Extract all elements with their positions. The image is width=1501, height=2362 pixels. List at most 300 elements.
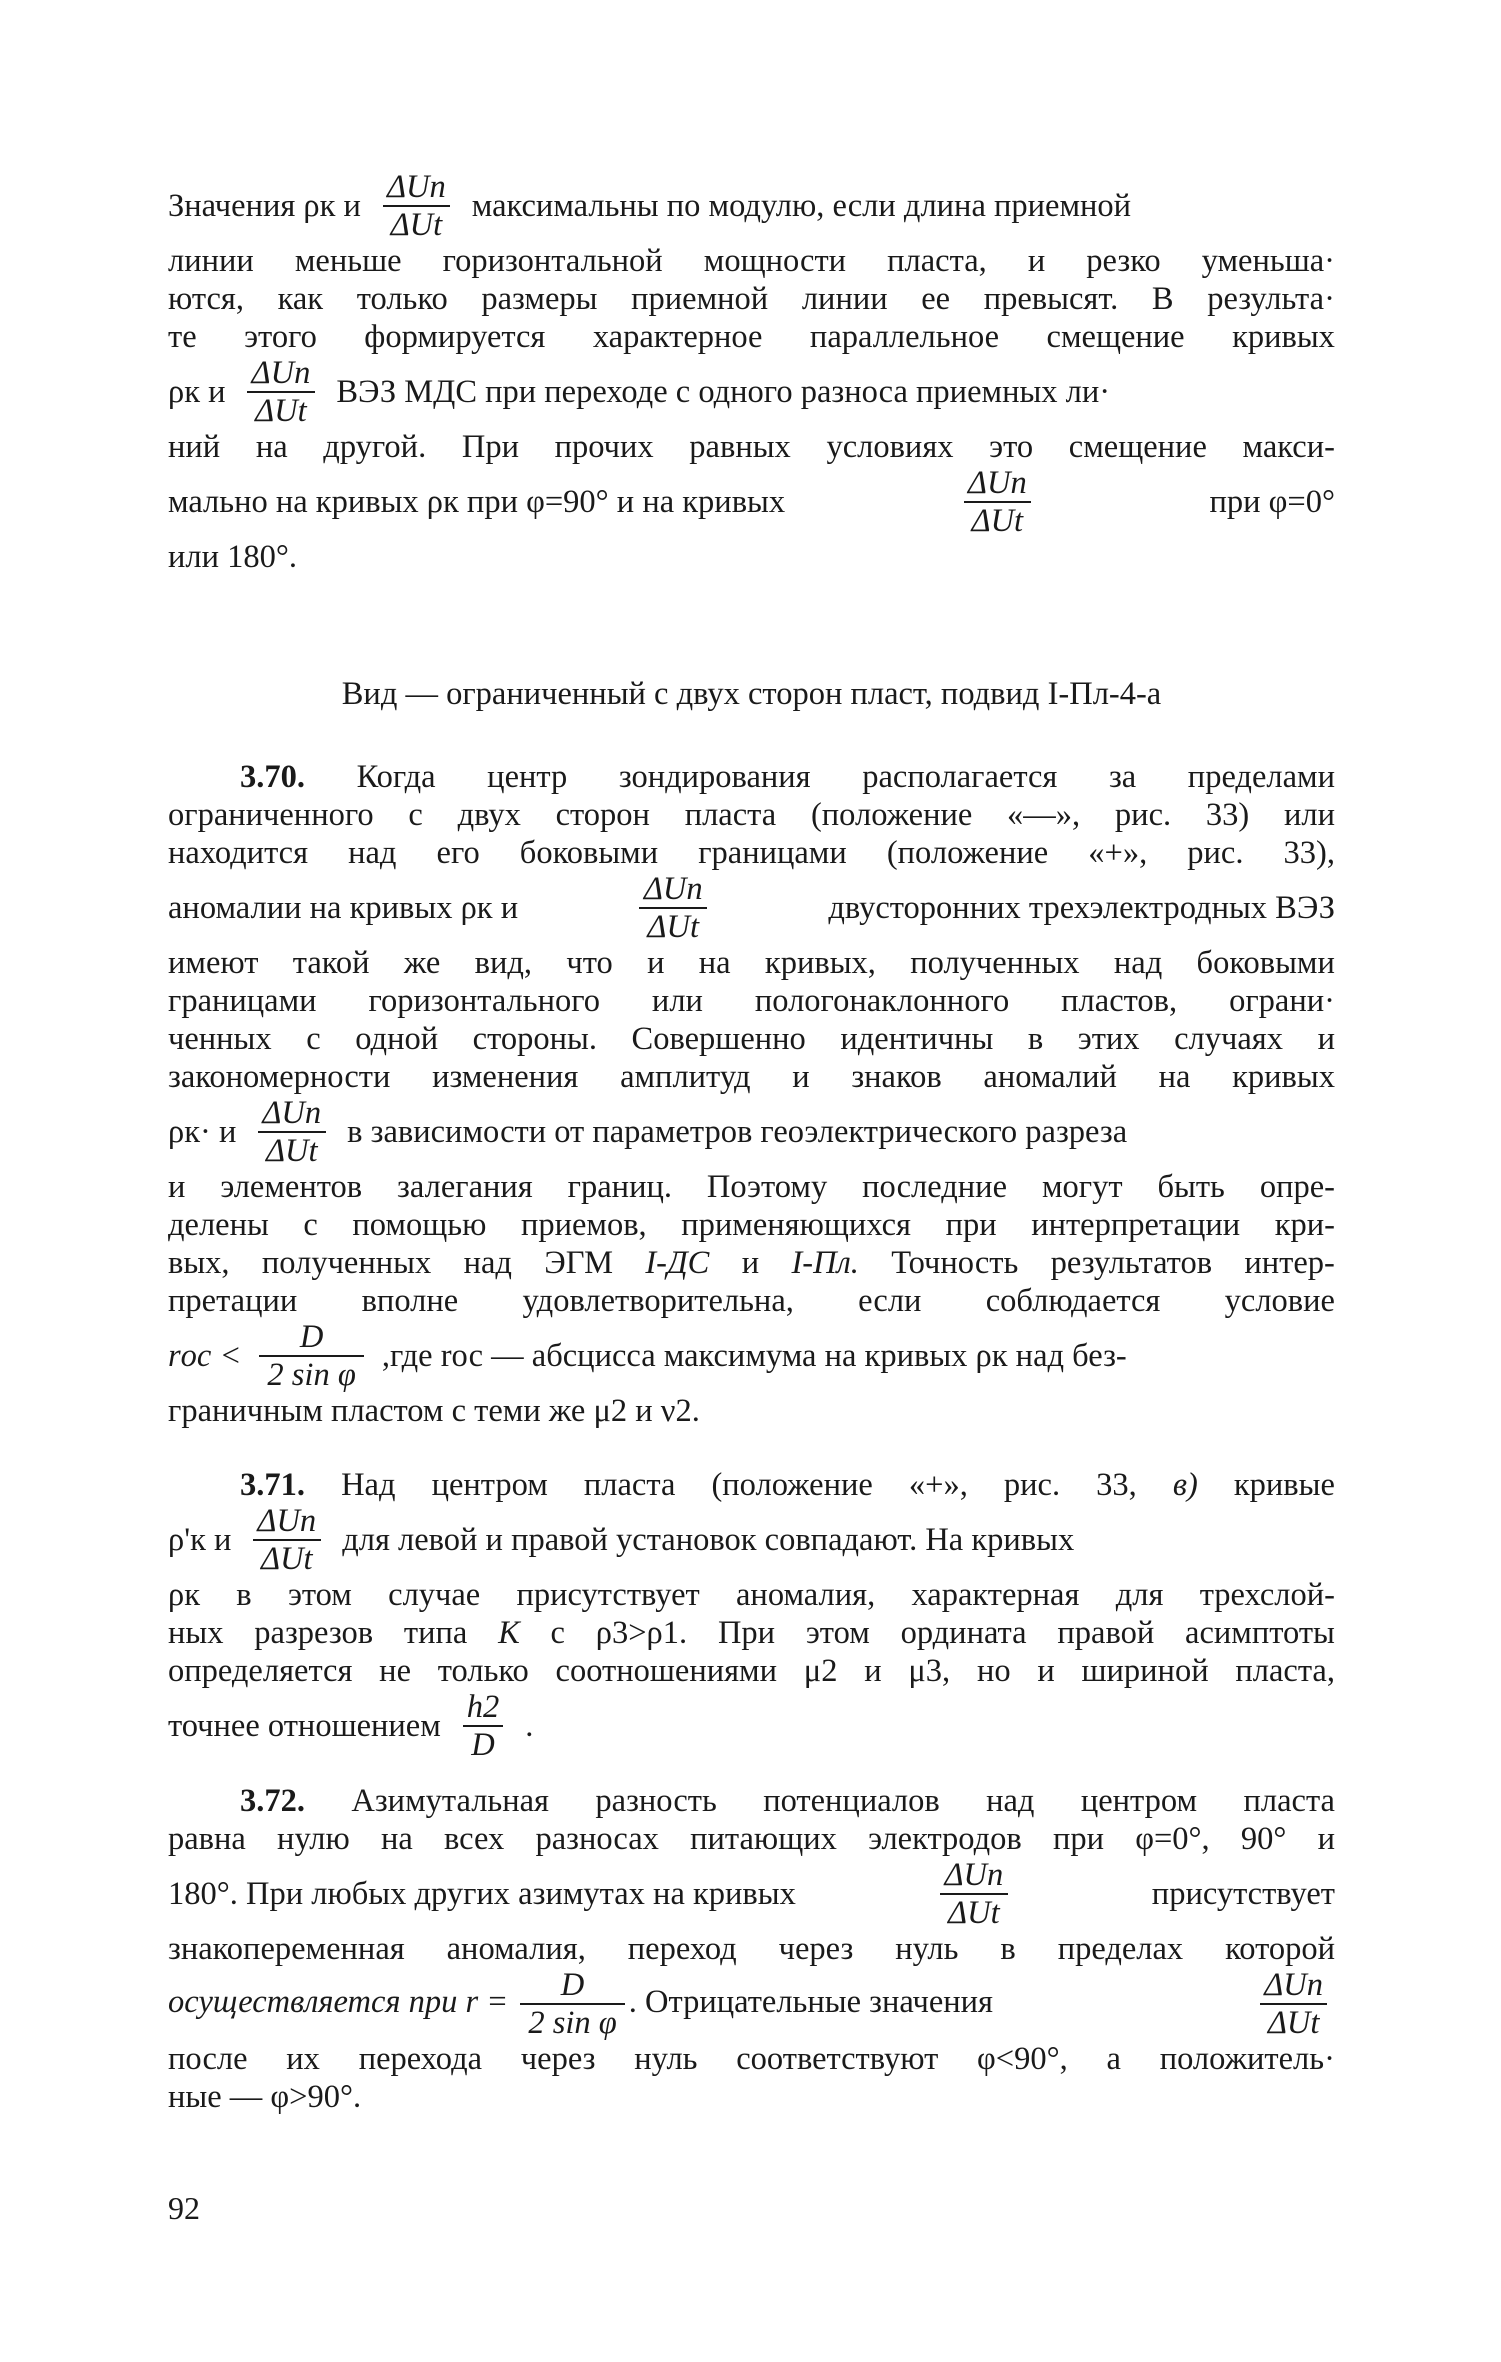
text-fragment: Значения ρк и xyxy=(168,187,361,224)
text-fragment: находится xyxy=(168,834,309,871)
text-fragment: 33) xyxy=(1205,796,1250,833)
text-fragment: 33, xyxy=(1096,1466,1137,1503)
text-fragment: границами xyxy=(168,982,317,1019)
text-fragment: и xyxy=(1317,1820,1335,1857)
text-fragment: применяющихся xyxy=(681,1206,912,1243)
text-fragment: пласта xyxy=(1243,1782,1335,1819)
text-line xyxy=(168,1858,1335,1930)
text-fragment: мощности xyxy=(703,242,847,279)
text-fragment: макси- xyxy=(1242,428,1335,465)
text-line xyxy=(168,1576,1335,1614)
text-fragment: помощью xyxy=(352,1206,487,1243)
text-fragment: сторон xyxy=(555,796,650,833)
text-fragment: амплитуд xyxy=(620,1058,751,1095)
text-fragment: при xyxy=(945,1206,997,1243)
text-fragment: после xyxy=(168,2040,248,2077)
text-fragment: и xyxy=(1317,1020,1335,1057)
text-fragment: могут xyxy=(1041,1168,1123,1205)
text-line xyxy=(168,1244,1335,1282)
text-fragment: граничным пластом с теми же μ2 и ν2. xyxy=(168,1392,700,1429)
text-fragment: кривых xyxy=(1232,318,1335,355)
text-fragment: ΔUn xyxy=(1264,1966,1323,2003)
text-fragment: Над xyxy=(341,1466,396,1503)
text-line xyxy=(168,1320,1335,1392)
text-fragment: удовлетворительна, xyxy=(522,1282,794,1319)
fraction-dun-dut xyxy=(1256,1966,1331,2041)
text-fragment: 2 sin φ xyxy=(520,2003,624,2040)
text-fragment: Точность xyxy=(891,1244,1019,1281)
text-fragment: типа xyxy=(403,1614,468,1651)
text-fragment: разносах xyxy=(535,1820,659,1857)
text-fragment: этом xyxy=(287,1576,352,1613)
text-fragment: интер- xyxy=(1244,1244,1335,1281)
text-fragment: на xyxy=(698,944,731,981)
text-fragment: мально на кривых ρк при φ=90° и на кривых xyxy=(168,483,786,520)
text-fragment: при xyxy=(1052,1820,1104,1857)
text-fragment: ΔUt xyxy=(383,205,451,242)
text-fragment: I-ДС xyxy=(645,1244,710,1281)
fraction-dun-dut xyxy=(379,168,454,243)
text-fragment: в xyxy=(1000,1930,1016,1967)
text-fragment: те xyxy=(168,318,197,355)
text-fragment: делены xyxy=(168,1206,269,1243)
text-fragment: стороны. xyxy=(472,1020,597,1057)
text-fragment: боковыми xyxy=(1196,944,1335,981)
text-fragment: это xyxy=(989,428,1034,465)
text-fragment: границ. xyxy=(567,1168,672,1205)
text-fragment: резко xyxy=(1086,242,1161,279)
text-line xyxy=(168,1504,1335,1576)
text-fragment: I-Пл. xyxy=(791,1244,859,1281)
text-fragment: кривых, xyxy=(764,944,876,981)
text-fragment: ΔUn xyxy=(967,464,1027,501)
text-fragment: При xyxy=(717,1614,776,1651)
text-fragment: ΔUt xyxy=(940,1893,1008,1930)
text-fragment: ΔUn xyxy=(262,1094,322,1131)
text-fragment: смещение xyxy=(1046,318,1185,355)
text-fragment: ΔUn xyxy=(643,870,703,907)
text-fragment: равных xyxy=(689,428,791,465)
text-fragment: и xyxy=(647,944,665,981)
text-fragment: «+», xyxy=(1088,834,1148,871)
text-fragment: над xyxy=(463,1244,512,1281)
text-fragment: линии xyxy=(168,242,254,279)
text-fragment: . xyxy=(525,1707,534,1744)
text-fragment: центром xyxy=(1080,1782,1198,1819)
text-fragment: (положение xyxy=(810,796,973,833)
text-fragment: разность xyxy=(595,1782,717,1819)
text-fragment: меньше xyxy=(294,242,402,279)
text-line xyxy=(168,758,1335,796)
text-fragment: правой xyxy=(1057,1614,1155,1651)
text-fragment: разрезов xyxy=(254,1614,374,1651)
text-fragment: или xyxy=(651,982,703,1019)
text-fragment: Совершенно xyxy=(631,1020,806,1057)
text-fragment: при φ=0° xyxy=(1209,483,1335,520)
text-fragment: φ<90°, xyxy=(977,2040,1068,2077)
text-fragment: другой. xyxy=(323,428,427,465)
text-fragment: потенциалов xyxy=(763,1782,940,1819)
text-line xyxy=(168,1782,1335,1820)
text-fragment: пласта, xyxy=(887,242,987,279)
text-fragment: h2 xyxy=(466,1688,500,1725)
text-fragment: и xyxy=(1037,1652,1055,1689)
text-line xyxy=(168,1652,1335,1690)
text-line xyxy=(168,356,1335,428)
section-3-70 xyxy=(168,758,1335,1430)
text-fragment: аномалия, xyxy=(446,1930,586,1967)
text-line xyxy=(168,242,1335,280)
text-fragment: D xyxy=(560,1966,585,2003)
text-fragment: в) xyxy=(1172,1466,1198,1503)
text-fragment: результа· xyxy=(1207,280,1335,317)
text-fragment: горизонтального xyxy=(368,982,600,1019)
text-fragment: располагается xyxy=(862,758,1058,795)
text-line xyxy=(168,428,1335,466)
text-fragment: пласта xyxy=(583,1466,676,1503)
text-fragment: полученных xyxy=(261,1244,432,1281)
text-fragment: ных xyxy=(168,1614,224,1651)
text-fragment: границами xyxy=(698,834,847,871)
text-fragment: пластов, xyxy=(1061,982,1178,1019)
text-fragment: над xyxy=(1113,944,1163,981)
section-number: 3.70. xyxy=(240,758,305,795)
text-fragment: ΔUn xyxy=(944,1856,1004,1893)
text-fragment: над xyxy=(348,834,397,871)
text-line xyxy=(168,982,1335,1020)
fraction-dun-dut xyxy=(960,464,1035,539)
text-fragment: ограни· xyxy=(1229,982,1335,1019)
text-fragment: и xyxy=(741,1244,760,1281)
text-fragment: этом xyxy=(805,1614,870,1651)
text-fragment: с xyxy=(303,1206,318,1243)
text-fragment: на xyxy=(1158,1058,1191,1095)
text-line xyxy=(168,538,1335,576)
text-fragment: превысят. xyxy=(983,280,1119,317)
text-fragment: ее xyxy=(921,280,951,317)
text-fragment: характерная xyxy=(911,1576,1080,1613)
text-fragment: его xyxy=(436,834,480,871)
text-line xyxy=(168,1820,1335,1858)
fraction-dun-dut xyxy=(249,1502,324,1577)
text-fragment: в xyxy=(236,1576,252,1613)
text-line xyxy=(168,280,1335,318)
text-fragment: 180°. При любых других азимутах на кривых xyxy=(168,1875,796,1912)
text-fragment: рис. xyxy=(1187,834,1244,871)
section-number: 3.71. xyxy=(240,1466,305,1503)
text-fragment: ограниченного xyxy=(168,796,374,833)
text-fragment: или xyxy=(1283,796,1335,833)
fraction-dun-dut xyxy=(636,870,711,945)
text-fragment: ,где rос — абсцисса максимума на кривых ρк над без- xyxy=(381,1337,1127,1374)
text-fragment: на xyxy=(380,1820,413,1857)
text-fragment: нулю xyxy=(277,1820,350,1857)
text-fragment: вых, xyxy=(168,1244,230,1281)
text-line xyxy=(168,1168,1335,1206)
text-fragment: условие xyxy=(1224,1282,1335,1319)
text-fragment: ΔUt xyxy=(964,501,1032,538)
text-fragment: одной xyxy=(355,1020,439,1057)
text-fragment: пласта, xyxy=(1235,1652,1335,1689)
text-fragment: приемной xyxy=(631,280,769,317)
text-fragment: параллельное xyxy=(809,318,1000,355)
text-fragment: над xyxy=(986,1782,1035,1819)
text-fragment: и xyxy=(864,1652,882,1689)
text-fragment: ρк xyxy=(168,1576,201,1613)
text-fragment: соблюдается xyxy=(985,1282,1161,1319)
text-fragment: rос < xyxy=(168,1337,242,1374)
text-fragment: ΔUt xyxy=(1260,2003,1328,2040)
text-fragment: смещение xyxy=(1068,428,1207,465)
text-fragment: определяется xyxy=(168,1652,353,1689)
text-fragment: если xyxy=(858,1282,922,1319)
text-fragment: ные — φ>90°. xyxy=(168,2078,362,2115)
text-line xyxy=(168,1930,1335,1968)
text-fragment: условиях xyxy=(826,428,954,465)
fraction-dun-dut xyxy=(244,354,319,429)
page-number: 92 xyxy=(168,2190,200,2226)
text-fragment: размеры xyxy=(481,280,598,317)
text-fragment: μ2 xyxy=(803,1652,838,1689)
text-fragment: μ3, xyxy=(908,1652,951,1689)
paragraph-intro xyxy=(168,170,1335,576)
text-fragment: шириной xyxy=(1081,1652,1209,1689)
text-fragment: соответствуют xyxy=(736,2040,939,2077)
text-fragment: и xyxy=(1027,242,1046,279)
text-line xyxy=(168,1058,1335,1096)
text-fragment: 2 sin φ xyxy=(259,1355,363,1392)
text-line xyxy=(168,2040,1335,2078)
text-fragment: ρк и xyxy=(168,373,226,410)
text-fragment: результатов xyxy=(1050,1244,1213,1281)
text-fragment: кривых xyxy=(1232,1058,1335,1095)
section-3-71 xyxy=(168,1466,1335,1762)
text-fragment: точнее отношением xyxy=(168,1707,441,1744)
text-fragment: случае xyxy=(388,1576,481,1613)
text-fragment: только xyxy=(437,1652,529,1689)
text-fragment: равна xyxy=(168,1820,246,1857)
text-fragment: кри- xyxy=(1274,1206,1335,1243)
text-fragment: К xyxy=(498,1614,520,1651)
text-fragment: ются, xyxy=(168,280,244,317)
text-fragment: аномалий xyxy=(983,1058,1117,1095)
text-fragment: трехслой- xyxy=(1199,1576,1335,1613)
text-fragment: полученных xyxy=(910,944,1080,981)
text-fragment: через xyxy=(778,1930,854,1967)
text-fragment: в xyxy=(1027,1020,1044,1057)
text-fragment: ΔUt xyxy=(258,1131,326,1168)
text-fragment: в зависимости от параметров геоэлектрического разреза xyxy=(347,1113,1128,1150)
text-fragment: (положение xyxy=(711,1466,873,1503)
text-fragment: всех xyxy=(444,1820,505,1857)
text-fragment: пласта xyxy=(684,796,777,833)
text-fragment: ΔUn xyxy=(386,168,446,205)
text-fragment: с xyxy=(306,1020,321,1057)
text-fragment: зондирования xyxy=(618,758,811,795)
text-line xyxy=(168,944,1335,982)
text-fragment: пределах xyxy=(1057,1930,1184,1967)
text-fragment: 33), xyxy=(1283,834,1335,871)
text-fragment: ченных xyxy=(168,1020,272,1057)
text-fragment: . Отрицательные значения xyxy=(628,1983,993,2020)
text-fragment: случаях xyxy=(1174,1020,1283,1057)
text-fragment: аномалии на кривых ρк и xyxy=(168,889,519,926)
text-fragment: питающих xyxy=(690,1820,837,1857)
text-fragment: опре- xyxy=(1259,1168,1335,1205)
text-fragment: ВЭЗ МДС при переходе с одного разноса приемных ли· xyxy=(336,373,1111,410)
text-fragment: присутствует xyxy=(1151,1875,1335,1912)
text-fragment: этих xyxy=(1077,1020,1140,1057)
text-fragment: присутствует xyxy=(516,1576,700,1613)
text-line xyxy=(168,1020,1335,1058)
text-fragment: Поэтому xyxy=(706,1168,828,1205)
text-fragment: При xyxy=(461,428,519,465)
fraction-d-2sinphi xyxy=(520,1966,624,2041)
text-fragment: не xyxy=(379,1652,411,1689)
text-fragment: Когда xyxy=(356,758,436,795)
text-fragment: «+», xyxy=(908,1466,968,1503)
text-fragment: пологонаклонного xyxy=(754,982,1010,1019)
text-fragment: которой xyxy=(1225,1930,1335,1967)
fraction-dun-dut xyxy=(254,1094,329,1169)
text-fragment: интерпретации xyxy=(1031,1206,1241,1243)
text-fragment: ρк· и xyxy=(168,1113,237,1150)
text-fragment: нуль xyxy=(895,1930,959,1967)
text-line xyxy=(168,318,1335,356)
text-fragment: осуществляется при r = xyxy=(168,1983,509,2020)
text-fragment: такой xyxy=(292,944,370,981)
text-fragment: D xyxy=(299,1318,324,1355)
text-fragment: ΔUt xyxy=(639,907,707,944)
text-fragment: вполне xyxy=(361,1282,459,1319)
text-fragment: ρ'к и xyxy=(168,1521,232,1558)
text-fragment: знаков xyxy=(851,1058,942,1095)
text-fragment: но xyxy=(976,1652,1011,1689)
text-fragment: центр xyxy=(487,758,568,795)
text-fragment: перехода xyxy=(358,2040,483,2077)
fraction-dun-dut xyxy=(936,1856,1011,1931)
text-line xyxy=(168,1282,1335,1320)
text-fragment: закономерности xyxy=(168,1058,391,1095)
text-fragment: их xyxy=(286,2040,320,2077)
text-fragment: залегания xyxy=(397,1168,533,1205)
text-fragment: ΔUt xyxy=(247,391,315,428)
text-fragment: вид, xyxy=(474,944,533,981)
text-fragment: последние xyxy=(862,1168,1007,1205)
text-line xyxy=(168,796,1335,834)
text-fragment: ρ3>ρ1. xyxy=(595,1614,688,1651)
text-fragment: с xyxy=(408,796,423,833)
text-fragment: за xyxy=(1108,758,1137,795)
text-line xyxy=(168,170,1335,242)
section-number: 3.72. xyxy=(240,1782,305,1819)
text-fragment: положитель· xyxy=(1159,2040,1335,2077)
text-line xyxy=(168,1206,1335,1244)
text-fragment: максимальны по модулю, если длина приемной xyxy=(471,187,1132,224)
text-fragment: «—», xyxy=(1007,796,1081,833)
text-fragment: для xyxy=(1115,1576,1164,1613)
text-fragment: ΔUn xyxy=(251,354,311,391)
text-fragment: горизонтальной xyxy=(442,242,663,279)
text-fragment: на xyxy=(255,428,288,465)
text-fragment: а xyxy=(1106,2040,1121,2077)
text-fragment: же xyxy=(403,944,441,981)
text-fragment: рис. xyxy=(1114,796,1172,833)
section-heading xyxy=(168,675,1335,713)
text-fragment: D xyxy=(463,1725,502,1762)
text-line xyxy=(168,1690,1335,1762)
text-fragment: как xyxy=(277,280,324,317)
text-line xyxy=(168,1466,1335,1504)
text-fragment: имеют xyxy=(168,944,259,981)
text-fragment: кривые xyxy=(1233,1466,1335,1503)
text-fragment: для левой и правой установок совпадают. На кривых xyxy=(342,1521,1075,1558)
fraction-d-2sinphi xyxy=(259,1318,363,1393)
text-fragment: через xyxy=(520,2040,596,2077)
text-fragment: асимптоты xyxy=(1185,1614,1335,1651)
text-line xyxy=(168,1614,1335,1652)
text-fragment: знакопеременная xyxy=(168,1930,405,1967)
text-fragment: элементов xyxy=(220,1168,363,1205)
text-fragment: претации xyxy=(168,1282,298,1319)
text-fragment: изменения xyxy=(432,1058,579,1095)
text-line xyxy=(168,466,1335,538)
text-fragment: Вид — ограниченный с двух сторон пласт, подвид I-Пл-4-а xyxy=(341,675,1162,712)
text-line xyxy=(168,2078,1335,2116)
text-line xyxy=(168,872,1335,944)
text-line xyxy=(168,1968,1335,2040)
text-fragment: центром xyxy=(431,1466,548,1503)
text-fragment: быть xyxy=(1157,1168,1225,1205)
text-fragment: ордината xyxy=(900,1614,1027,1651)
text-fragment: ний xyxy=(168,428,221,465)
text-fragment: приемов, xyxy=(520,1206,647,1243)
text-fragment: что xyxy=(566,944,613,981)
text-fragment: идентичны xyxy=(840,1020,994,1057)
text-fragment: и xyxy=(792,1058,810,1095)
text-fragment: нуль xyxy=(634,2040,698,2077)
text-fragment: 90° xyxy=(1240,1820,1287,1857)
text-fragment: или 180°. xyxy=(168,538,298,575)
fraction-h2-d xyxy=(459,1688,508,1763)
text-fragment: (положение xyxy=(886,834,1049,871)
text-fragment: рис. xyxy=(1003,1466,1061,1503)
text-fragment: пределами xyxy=(1187,758,1335,795)
text-fragment: переход xyxy=(627,1930,737,1967)
text-fragment: и xyxy=(168,1168,186,1205)
text-line xyxy=(168,834,1335,872)
text-fragment: прочих xyxy=(554,428,654,465)
text-fragment: формируется xyxy=(364,318,546,355)
text-fragment: с xyxy=(550,1614,565,1651)
text-fragment: двусторонних трехэлектродных ВЭЗ xyxy=(828,889,1335,926)
heading-line xyxy=(168,675,1335,713)
text-fragment: соотношениями xyxy=(555,1652,778,1689)
text-fragment: электродов xyxy=(868,1820,1022,1857)
section-3-72 xyxy=(168,1782,1335,2116)
text-fragment: уменьша· xyxy=(1201,242,1335,279)
text-fragment: характерное xyxy=(592,318,763,355)
text-line xyxy=(168,1392,1335,1430)
text-fragment: ΔUt xyxy=(253,1539,321,1576)
text-fragment: линии xyxy=(801,280,888,317)
text-fragment: только xyxy=(356,280,448,317)
text-fragment: В xyxy=(1151,280,1174,317)
text-fragment: ЭГМ xyxy=(544,1244,613,1281)
text-fragment: боковыми xyxy=(519,834,659,871)
text-fragment: φ=0°, xyxy=(1135,1820,1210,1857)
text-fragment: этого xyxy=(244,318,317,355)
